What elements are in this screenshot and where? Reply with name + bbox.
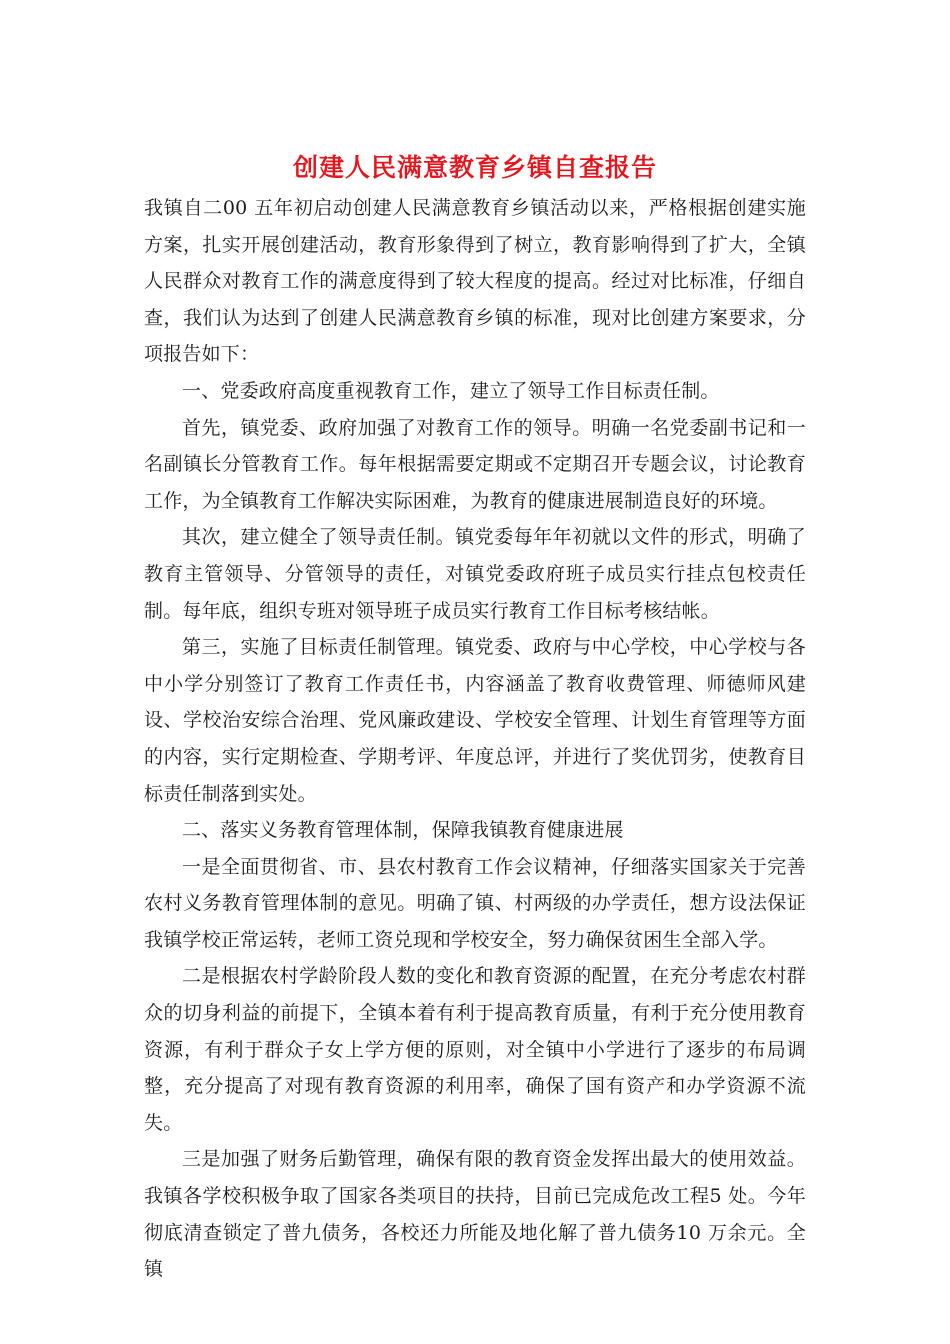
body-paragraph: 首先，镇党委、政府加强了对教育工作的领导。明确一名党委副书记和一名副镇长分管教育工作。每年根据需要定期或不定期召开专题会议，讨论教育工作，为全镇教育工作解决实际困难，为教育的健康进展制造良好的环境。 — [144, 416, 806, 512]
body-paragraph: 二是根据农村学龄阶段人数的变化和教育资源的配置，在充分考虑农村群众的切身利益的前提下，全镇本着有利于提高教育质量，有利于充分使用教育资源，有利于群众子女上学方便的原则，对全镇中小学进行了逐步的布局调整，充分提高了对现有教育资源的利用率，确保了国有资产和办学资源不流失。 — [144, 965, 806, 1134]
body-paragraph: 第三，实施了目标责任制管理。镇党委、政府与中心学校，中心学校与各中小学分别签订了教育工作责任书，内容涵盖了教育收费管理、师德师风建设、学校治安综合治理、党风廉政建设、学校安全管理、计划生育管理等方面的内容，实行定期检查、学期考评、年度总评，并进行了奖优罚劣，使教育目标责任制落到实处。 — [144, 636, 806, 805]
body-paragraph: 二、落实义务教育管理体制，保障我镇教育健康进展 — [182, 819, 624, 842]
document-title: 创建人民满意教育乡镇自查报告 — [292, 153, 657, 182]
body-paragraph: 我镇自二00 五年初启动创建人民满意教育乡镇活动以来，严格根据创建实施方案，扎实开展创建活动，教育形象得到了树立，教育影响得到了扩大，全镇人民群众对教育工作的满意度得到了较大程度的提高。经过对比标准，仔细自查，我们认为达到了创建人民满意教育乡镇的标准，现对比创建方案要求，分项报告如下： — [144, 197, 806, 366]
body-paragraph: 其次，建立健全了领导责任制。镇党委每年年初就以文件的形式，明确了教育主管领导、分管领导的责任，对镇党委政府班子成员实行挂点包校责任制。每年底，组织专班对领导班子成员实行教育工作目标考核结帐。 — [144, 526, 806, 622]
body-paragraph: 三是加强了财务后勤管理，确保有限的教育资金发挥出最大的使用效益。我镇各学校积极争取了国家各类项目的扶持，目前已完成危改工程5 处。今年彻底清查锁定了普九债务，各校还力所能及地化解了普九债务10 万余元。全镇 — [144, 1148, 806, 1281]
document-page — [144, 148, 806, 1288]
body-paragraph: 一是全面贯彻省、市、县农村教育工作会议精神，仔细落实国家关于完善农村义务教育管理体制的意见。明确了镇、村两级的办学责任，想方设法保证我镇学校正常运转，老师工资兑现和学校安全，努力确保贫困生全部入学。 — [144, 855, 806, 951]
document-body — [144, 190, 806, 1288]
body-paragraph: 一、党委政府高度重视教育工作，建立了领导工作目标责任制。 — [182, 379, 720, 402]
